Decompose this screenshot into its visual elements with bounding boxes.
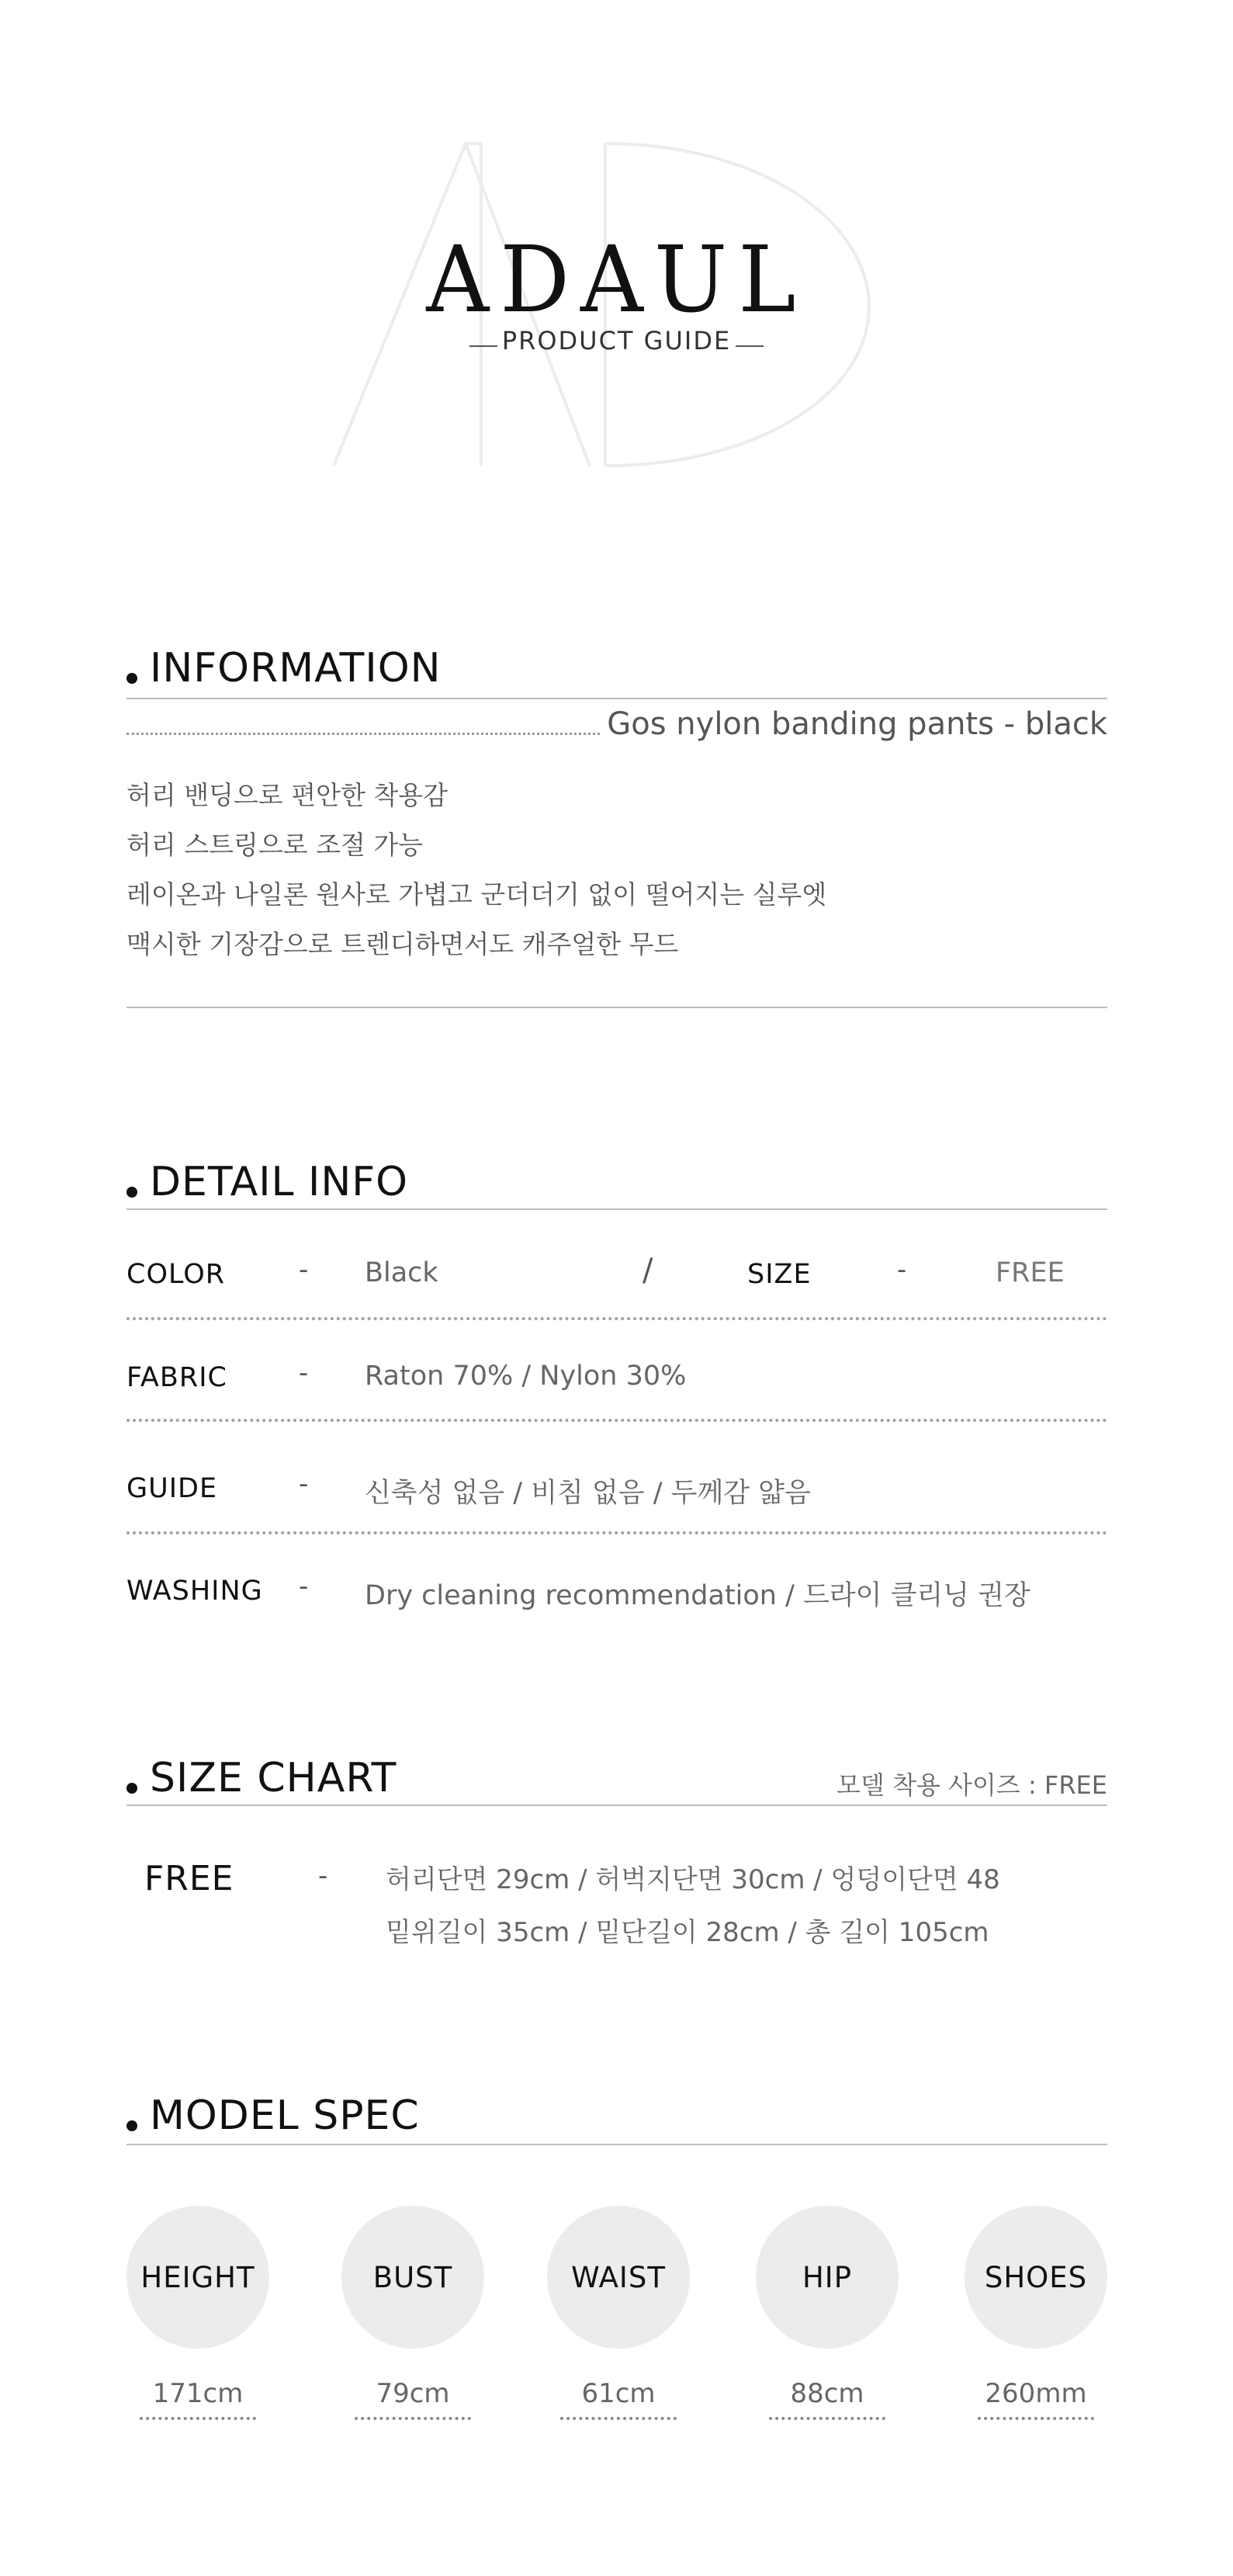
product-guide-subtitle [0,326,1233,355]
dotted-underline [560,2417,677,2420]
detail-label: FABRIC [126,1362,227,1393]
spec-label: BUST [341,2206,484,2349]
detail-slash: / [642,1253,653,1288]
detail-dash: - [299,1571,309,1602]
model-size-note: 모델 착용 사이즈 : FREE [836,1770,1107,1800]
section-rule [126,1805,1107,1806]
spec-value: 171cm [152,2378,244,2409]
dotted-leader [126,718,600,735]
size-dash: - [318,1860,328,1891]
spec-label: HIP [756,2206,899,2349]
dotted-underline [978,2417,1094,2420]
description-line: 허리 스트링으로 조절 가능 [126,830,424,860]
spec-value: 88cm [790,2378,864,2409]
model-spec-section-heading [126,2092,1107,2139]
information-description [126,778,826,977]
divider [736,345,764,347]
detail-info-section-heading [126,1159,1107,1205]
detail-row-color-size [126,1251,1107,1298]
detail-label: GUIDE [126,1473,218,1504]
description-line: 허리 밴딩으로 편안한 착용감 [126,780,449,810]
detail-dash: - [897,1254,907,1285]
information-section-heading [126,645,1107,692]
dotted-underline [140,2417,256,2420]
model-spec-waist [547,2206,690,2420]
section-title: DETAIL INFO [150,1159,409,1205]
brand-wordmark: ADAUL [426,227,807,334]
detail-row-guide [126,1465,1107,1512]
bullet-dot [126,673,137,684]
size-label: FREE [144,1859,234,1898]
dotted-underline [769,2417,885,2420]
measurement-line: 허리단면 29cm / 허벅지단면 30cm / 엉덩이단면 48 [386,1864,1000,1895]
model-spec-hip [756,2206,899,2420]
section-divider [126,1007,1107,1008]
size-chart-section-heading [126,1755,1107,1801]
brand-logo [0,227,1233,334]
section-rule [126,1208,1107,1210]
section-title: INFORMATION [150,645,442,692]
spec-label: HEIGHT [126,2206,269,2349]
section-title: SIZE CHART [150,1755,397,1801]
bullet-dot [126,2120,137,2131]
section-rule [126,2144,1107,2145]
detail-label: SIZE [747,1259,812,1290]
detail-dash: - [299,1254,309,1285]
detail-dash: - [299,1357,309,1389]
detail-dash: - [299,1468,309,1499]
detail-row-washing [126,1568,1107,1614]
measurement-line: 밑위길이 35cm / 밑단길이 28cm / 총 길이 105cm [386,1917,989,1948]
dotted-separator [126,1531,1107,1534]
spec-value: 61cm [581,2378,656,2409]
dotted-underline [355,2417,471,2420]
subtitle-text: PRODUCT GUIDE [501,326,732,355]
description-line: 레이온과 나일론 원사로 가볍고 군더더기 없이 떨어지는 실루엣 [126,879,827,910]
detail-value: Dry cleaning recommendation / 드라이 클리닝 권장 [365,1580,1030,1611]
detail-value: 신축성 없음 / 비침 없음 / 두께감 얇음 [365,1478,811,1509]
spec-label: WAIST [547,2206,690,2349]
description-line: 맥시한 기장감으로 트렌디하면서도 캐주얼한 무드 [126,929,679,959]
detail-value: Raton 70% / Nylon 30% [365,1361,687,1392]
detail-label: WASHING [126,1576,263,1607]
section-rule [126,698,1107,699]
detail-value: FREE [996,1257,1065,1288]
spec-label: SHOES [965,2206,1107,2349]
spec-value: 260mm [985,2378,1087,2409]
detail-label: COLOR [126,1259,226,1290]
dotted-separator [126,1317,1107,1320]
divider [469,345,497,347]
dotted-separator [126,1419,1107,1422]
model-spec-bust [341,2206,484,2420]
section-title: MODEL SPEC [150,2092,420,2139]
detail-row-fabric [126,1354,1107,1401]
size-measurements [386,1863,1000,1968]
bullet-dot [126,1783,137,1794]
spec-value: 79cm [376,2378,450,2409]
bullet-dot [126,1187,137,1198]
model-spec-height [126,2206,269,2420]
product-name: Gos nylon banding pants - black [607,706,1107,742]
detail-value: Black [365,1257,438,1288]
model-spec-shoes [965,2206,1107,2420]
